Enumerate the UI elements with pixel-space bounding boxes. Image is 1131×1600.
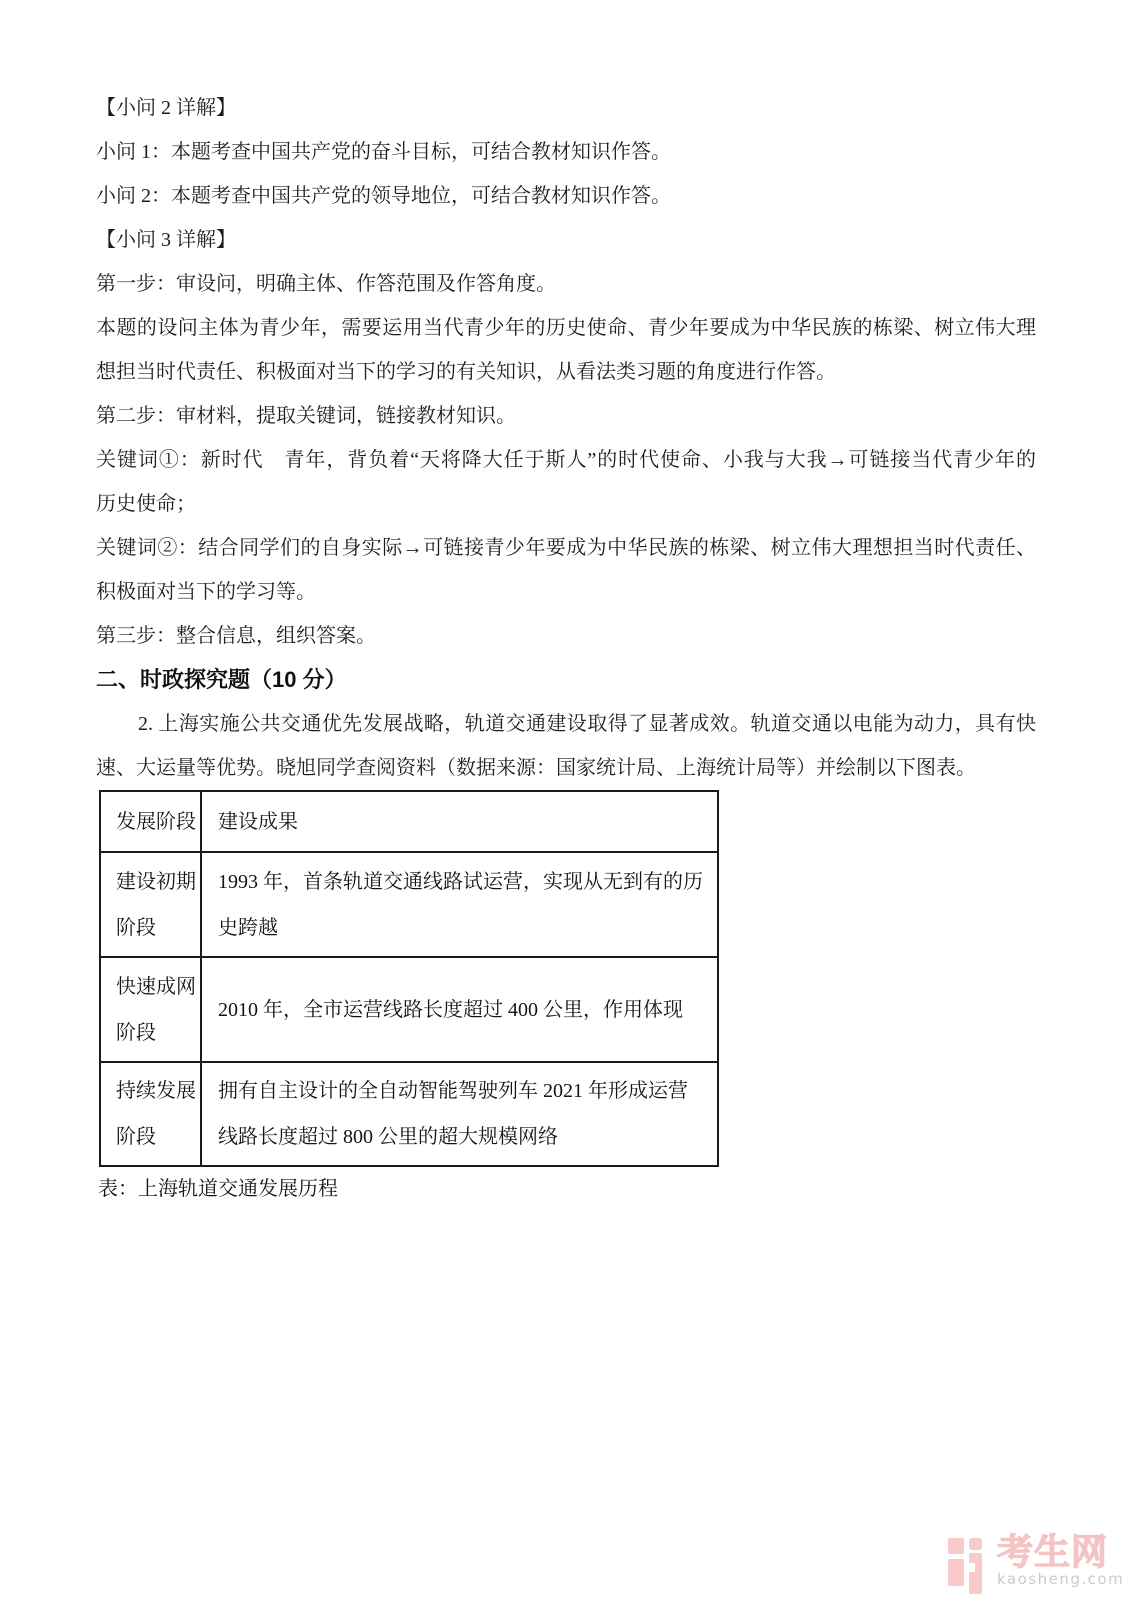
table-header-row <box>100 791 718 852</box>
paragraph-line: 关键词①：新时代 青年，背负着“天将降大任于斯人”的时代使命、小我与大我→可链接当代青少年的 <box>96 449 1036 471</box>
table-row <box>100 852 718 957</box>
paragraph-line: 第二步：审材料，提取关键词，链接教材知识。 <box>96 405 516 427</box>
table-cell-stage: 持续发展阶段 <box>100 1062 201 1166</box>
paragraph-line: 小问 1：本题考查中国共产党的奋斗目标，可结合教材知识作答。 <box>96 141 671 163</box>
table-cell-result: 1993 年，首条轨道交通线路试运营，实现从无到有的历史跨越 <box>201 852 718 957</box>
paragraph-line: 历史使命； <box>96 493 196 515</box>
table-row <box>100 957 718 1062</box>
table-row <box>100 1062 718 1166</box>
paragraph-line: 本题的设问主体为青少年，需要运用当代青少年的历史使命、青少年要成为中华民族的栋梁、树立伟大理 <box>96 317 1036 339</box>
question-line: 速、大运量等优势。晓旭同学查阅资料（数据来源：国家统计局、上海统计局等）并绘制以下图表。 <box>96 757 976 779</box>
paragraph-line: 第一步：审设问，明确主体、作答范围及作答角度。 <box>96 273 556 295</box>
watermark-text <box>997 1531 1125 1588</box>
table-caption: 表：上海轨道交通发展历程 <box>98 1178 338 1200</box>
kaosheng-watermark <box>946 1531 1125 1598</box>
watermark-site-domain: kaosheng.com <box>997 1570 1125 1588</box>
table-cell-result: 拥有自主设计的全自动智能驾驶列车 2021 年形成运营线路长度超过 800 公里的超大规模网络 <box>201 1062 718 1166</box>
watermark-site-name: 考生网 <box>997 1531 1109 1572</box>
table-cell-result: 2010 年，全市运营线路长度超过 400 公里，作用体现 <box>201 957 718 1062</box>
paragraph-line: 关键词②：结合同学们的自身实际→可链接青少年要成为中华民族的栋梁、树立伟大理想担当时代责任、 <box>96 537 1036 559</box>
table-header-stage: 发展阶段 <box>100 791 201 852</box>
table-header-result: 建设成果 <box>201 791 718 852</box>
section-heading: 二、时政探究题（10 分） <box>96 667 347 692</box>
paragraph-line: 想担当时代责任、积极面对当下的学习的有关知识，从看法类习题的角度进行作答。 <box>96 361 836 383</box>
rail-development-table <box>99 790 719 1167</box>
paragraph-line: 第三步：整合信息，组织答案。 <box>96 625 376 647</box>
subquestion2-heading: 【小问 2 详解】 <box>96 97 236 119</box>
document-content <box>96 86 1036 1211</box>
question-line: 2. 上海实施公共交通优先发展战略，轨道交通建设取得了显著成效。轨道交通以电能为动力，具有快 <box>138 713 1036 735</box>
table-cell-stage: 快速成网阶段 <box>100 957 201 1062</box>
paragraph-line: 小问 2：本题考查中国共产党的领导地位，可结合教材知识作答。 <box>96 185 671 207</box>
paragraph-line: 积极面对当下的学习等。 <box>96 581 316 603</box>
subquestion3-heading: 【小问 3 详解】 <box>96 229 236 251</box>
table-cell-stage: 建设初期阶段 <box>100 852 201 957</box>
kaosheng-logo-icon <box>946 1534 988 1598</box>
